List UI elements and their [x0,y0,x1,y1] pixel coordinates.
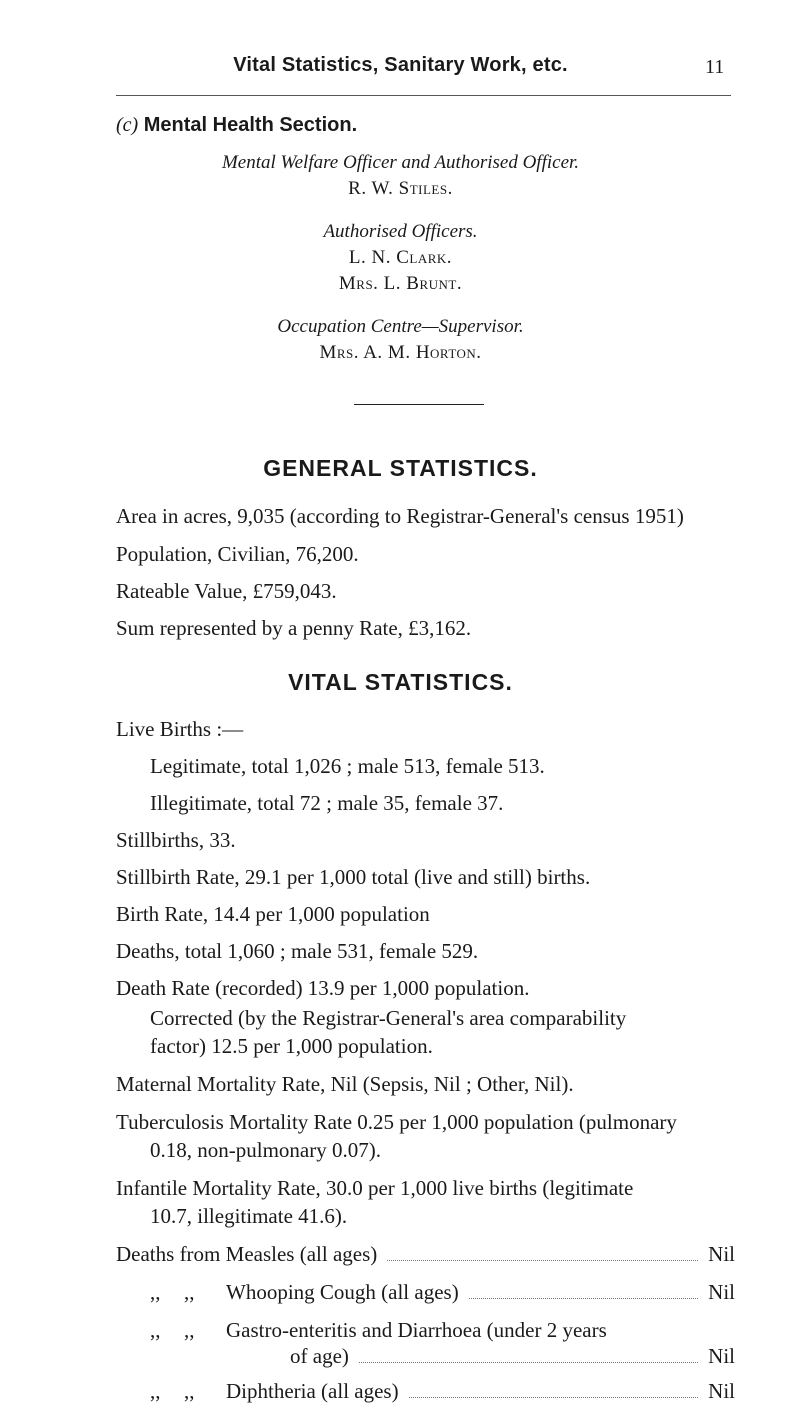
section-label: (c) [116,114,139,136]
live-births-label: Live Births :— [116,717,244,741]
rateable-value-line: Rateable Value, £759,043. [116,579,337,603]
stillbirths-line: Stillbirths, 33. [116,828,236,852]
ditto-mark: ,, [150,1280,161,1304]
section-title: Mental Health Section. [143,114,358,136]
welfare-name: R. W. Stiles. [348,178,453,199]
deaths-from-cause: Measles (all ages) [225,1242,378,1266]
header-rule [116,95,731,96]
deaths-line: Deaths, total 1,060 ; male 531, female 529. [116,939,479,963]
area-line: Area in acres, 9,035 (according to Registrar-General's census 1951) [116,504,684,528]
penny-rate-line: Sum represented by a penny Rate, £3,162. [116,616,472,640]
deaths-from-row [116,1317,735,1343]
deaths-from-cause-cont: of age) [290,1344,349,1368]
ditto-mark: ,, [184,1280,195,1304]
deaths-from-row [116,1279,735,1305]
population-line: Population, Civilian, 76,200. [116,542,359,566]
authorised-name-2: Mrs. L. Brunt. [338,273,463,294]
ditto-mark: ,, [150,1318,161,1342]
tb-mortality-line-2: 0.18, non-pulmonary 0.07). [150,1138,381,1162]
infantile-mortality-line-2: 10.7, illegitimate 41.6). [150,1204,348,1228]
birth-rate-line: Birth Rate, 14.4 per 1,000 population [116,902,430,926]
authorised-name-1: L. N. Clark. [348,247,453,268]
running-title: Vital Statistics, Sanitary Work, etc. [233,54,568,76]
maternal-mortality-line: Maternal Mortality Rate, Nil (Sepsis, Nil ; Other, Nil). [116,1072,574,1096]
occupation-name: Mrs. A. M. Horton. [319,342,482,363]
vital-statistics-heading: VITAL STATISTICS. [288,669,513,695]
leader-dots [387,1241,698,1261]
deaths-from-cause: Gastro-enteritis and Diarrhoea (under 2 years [226,1318,607,1342]
page-number: 11 [705,56,725,78]
corrected-line-1: Corrected (by the Registrar-General's area comparability [150,1006,627,1030]
ditto-mark: ,, [150,1379,161,1403]
section-divider [354,404,484,405]
ditto-mark: ,, [184,1318,195,1342]
deaths-from-row [116,1378,735,1404]
deaths-from-value: Nil [708,1280,735,1304]
occupation-role: Occupation Centre—Supervisor. [277,316,524,337]
corrected-line-2: factor) 12.5 per 1,000 population. [150,1034,433,1058]
death-rate-line: Death Rate (recorded) 13.9 per 1,000 population. [116,976,530,1000]
legitimate-line: Legitimate, total 1,026 ; male 513, female 513. [150,754,545,778]
leader-dots [409,1378,699,1398]
tb-mortality-line-1: Tuberculosis Mortality Rate 0.25 per 1,000 population (pulmonary [116,1110,677,1134]
infantile-mortality-line-1: Infantile Mortality Rate, 30.0 per 1,000 live births (legitimate [116,1176,634,1200]
deaths-from-row [116,1241,735,1267]
deaths-from-cause: Diphtheria (all ages) [226,1379,399,1403]
stillbirth-rate-line: Stillbirth Rate, 29.1 per 1,000 total (live and still) births. [116,865,591,889]
deaths-from-value: Nil [708,1379,735,1403]
deaths-from-value: Nil [708,1242,735,1266]
leader-dots [359,1343,698,1363]
illegitimate-line: Illegitimate, total 72 ; male 35, female 37. [150,791,504,815]
deaths-from-value: Nil [708,1344,735,1368]
mental-health-heading [116,114,357,137]
welfare-role: Mental Welfare Officer and Authorised Officer. [221,152,580,173]
deaths-from-prefix: Deaths from [116,1242,221,1266]
leader-dots [469,1279,698,1299]
deaths-from-cause: Whooping Cough (all ages) [226,1280,459,1304]
deaths-from-row-cont [116,1343,735,1369]
ditto-mark: ,, [184,1379,195,1403]
general-statistics-heading: GENERAL STATISTICS. [263,455,538,481]
authorised-role: Authorised Officers. [323,221,478,242]
